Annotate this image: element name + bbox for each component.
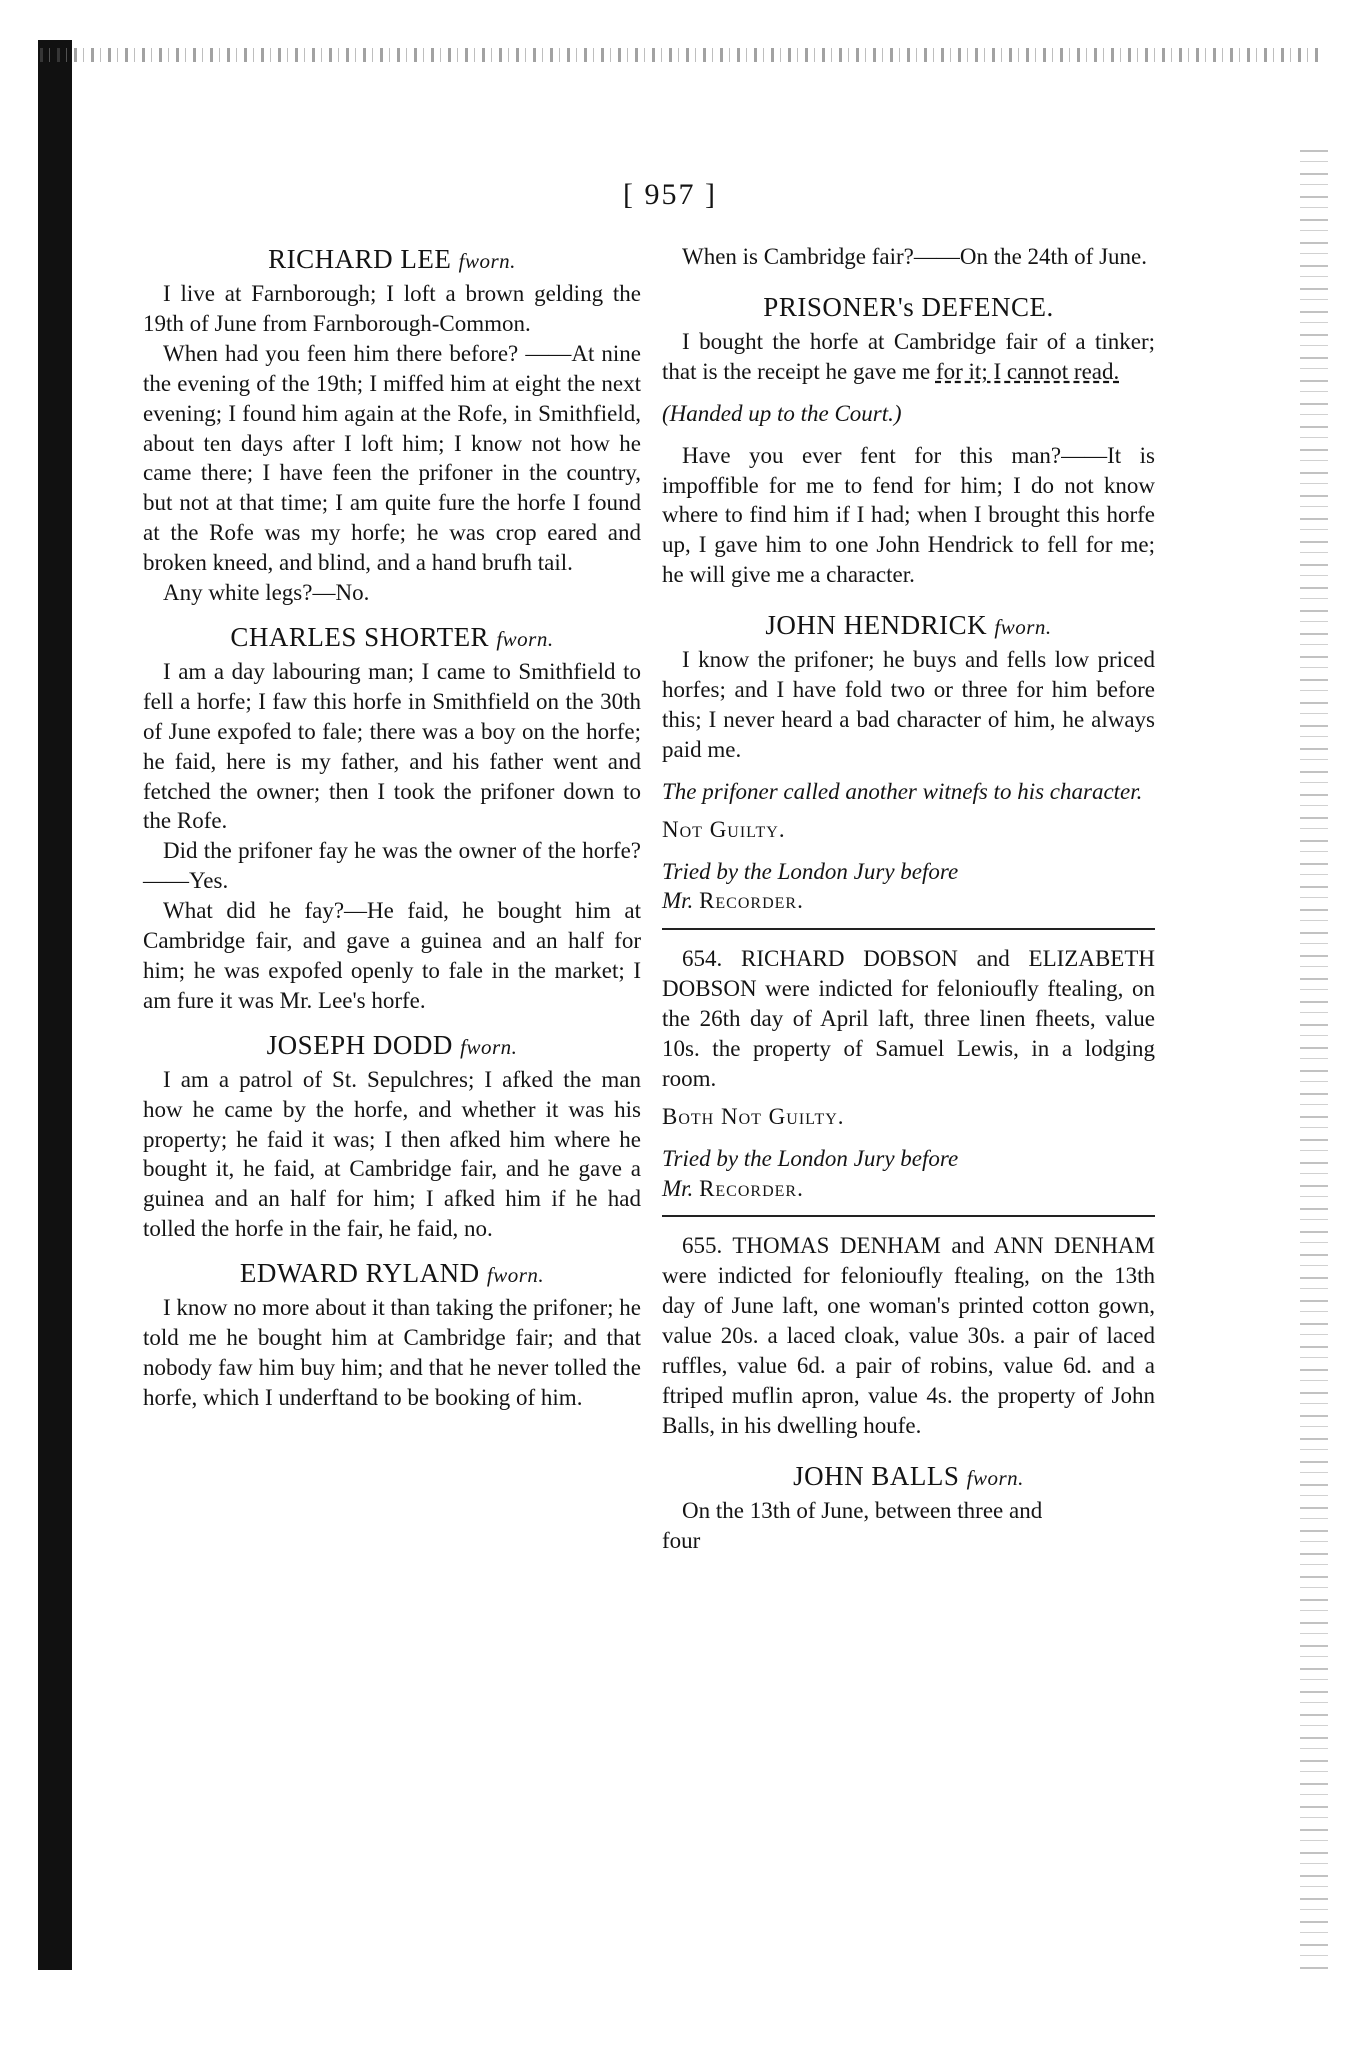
- verdict: Not Guilty.: [662, 816, 786, 842]
- case-paragraph: 655. THOMAS DENHAM and ANN DENHAM were indicted for felonioufly ftealing, on the 13th day of June laft, one woman's printed cotton gown, value 20s. a laced cloak, value 30s. a pair of laced ruffles, value 6d. a pair of robins, value 6d. and a ftriped muflin apron, value 4s. the property of John Balls, in his dwelling houfe.: [662, 1233, 1155, 1438]
- catchword: four: [662, 1527, 701, 1553]
- case-paragraph: 654. RICHARD DOBSON and ELIZABETH DOBSON were indicted for felonioufly ftealing, on the 26th day of April laft, three linen fheets, value 10s. the property of Samuel Lewis, in a lodging room.: [662, 946, 1155, 1091]
- heading-edward-ryland: EDWARD RYLAND fworn.: [239, 1258, 545, 1289]
- heading-joseph-dodd: JOSEPH DODD fworn.: [266, 1029, 518, 1060]
- paragraph: I bought the horfe at Cambridge fair of a tinker; that is the receipt he gave me for it; I cannot read.: [662, 328, 1155, 384]
- heading-john-hendrick: JOHN HENDRICK fworn.: [765, 610, 1052, 641]
- sworn-label: fworn.: [994, 615, 1052, 640]
- paragraph: Any white legs?—No.: [163, 580, 370, 605]
- tried-note: Tried by the London Jury before: [662, 858, 959, 884]
- paragraph: When had you feen him there before? ——At nine the evening of the 19th; I miffed him at eight the next evening; I found him again at the Rofe, in Smithfield, about ten days after I loft him; I know not how he came there; I have feen the prifoner in the country, but not at that time; I am quite fure the horfe I found at the Rofe was my horfe; he was crop eared and broken kneed, and blind, and a hand brufh tail.: [143, 340, 641, 576]
- heading-richard-lee: RICHARD LEE fworn.: [268, 244, 516, 274]
- book-spine-shadow: [38, 40, 72, 1970]
- paragraph: I am a patrol of St. Sepulchres; I afked the man how he came by the horfe, and whether it was his property; he faid it was; I then afked him where he bought it, he faid, at Cambridge fair, and he gave a guinea and an half for him; I afked him if he had tolled the horfe in the fair, he faid, no.: [143, 1066, 641, 1242]
- paragraph: Did the prifoner fay he was the owner of the horfe?——Yes.: [143, 838, 641, 894]
- paragraph: When is Cambridge fair?——On the 24th of June.: [682, 244, 1147, 269]
- section-divider: [662, 928, 1155, 930]
- paragraph: I know the prifoner; he buys and fells low priced horfes; and I have fold two or three for him before this; I never heard a bad character of him, he always paid me.: [662, 647, 1155, 762]
- right-column: [662, 242, 1155, 1556]
- paragraph: I know no more about it than taking the prifoner; he told me he bought him at Cambridge fair; and that nobody faw him buy him; and that he never tolled the horfe, which I underftand to be booking of him.: [143, 1295, 641, 1410]
- paragraph: On the 13th of June, between three and: [682, 1497, 1043, 1523]
- heading-charles-shorter: CHARLES SHORTER fworn.: [230, 621, 554, 652]
- witness-note: The prifoner called another witnefs to his character.: [662, 778, 1143, 804]
- sworn-label: fworn.: [458, 249, 516, 273]
- stage-direction: (Handed up to the Court.): [662, 400, 902, 426]
- paragraph: I am a day labouring man; I came to Smithfield to fell a horfe; I faw this horfe in Smithfield on the 30th of June expofed to fale; there was a boy on the horfe; he faid, here is my father, and his father went and fetched the owner; then I took the prifoner down to the Rofe.: [143, 658, 641, 834]
- paragraph: I live at Farnborough; I loft a brown gelding the 19th of June from Farnborough-Common.: [143, 281, 641, 336]
- paragraph: What did he fay?—He faid, he bought him at Cambridge fair, and gave a guinea and an half for him; he was expofed openly to fale in the market; I am fure it was Mr. Lee's horfe.: [143, 898, 641, 1013]
- verdict: Both Not Guilty.: [662, 1103, 845, 1129]
- right-scan-edge: [1300, 150, 1328, 1970]
- sworn-label: fworn.: [496, 626, 554, 651]
- heading-prisoners-defence: PRISONER's DEFENCE.: [763, 291, 1054, 322]
- tried-note: Tried by the London Jury before: [662, 1145, 959, 1171]
- sworn-label: fworn.: [486, 1263, 545, 1288]
- heading-john-balls: JOHN BALLS fworn.: [793, 1460, 1024, 1491]
- tried-note-2: Mr. Recorder.: [662, 888, 804, 914]
- sworn-label: fworn.: [460, 1034, 518, 1059]
- left-column: [143, 242, 641, 1413]
- underlined-text: for it; I cannot read.: [935, 358, 1120, 384]
- section-divider: [662, 1215, 1155, 1217]
- top-scan-edge: [40, 48, 1320, 62]
- tried-note-2: Mr. Recorder.: [662, 1175, 804, 1201]
- paragraph: Have you ever fent for this man?——It is impoffible for me to fend for him; I do not know where to find him if I had; when I brought this horfe up, I gave him to one John Hendrick to fell for me; he will give me a character.: [662, 442, 1155, 588]
- sworn-label: fworn.: [966, 1465, 1024, 1490]
- page-number: [ 957 ]: [623, 178, 717, 211]
